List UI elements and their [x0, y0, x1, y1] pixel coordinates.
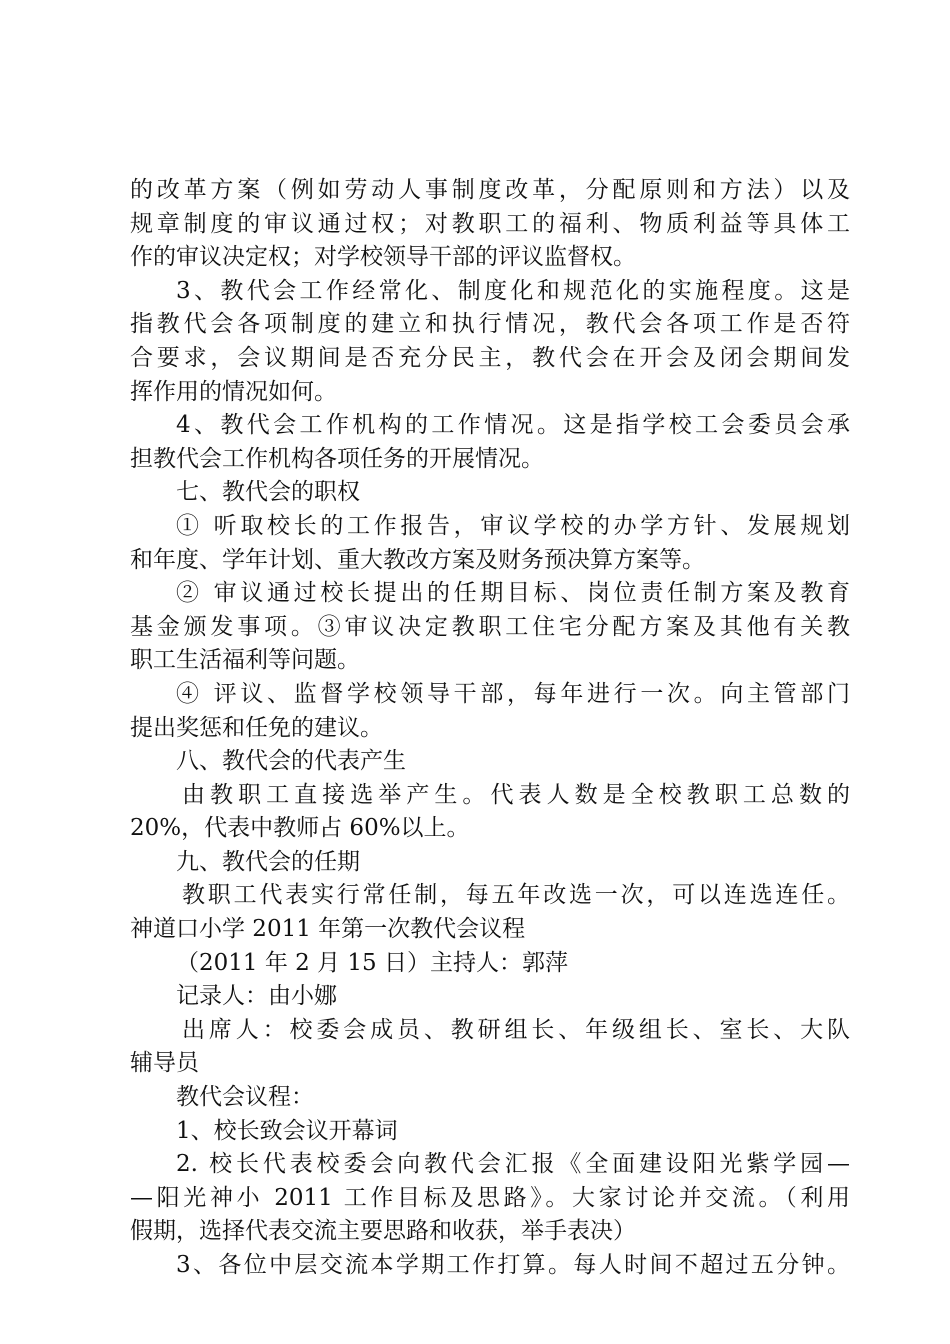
text-line: 指教代会各项制度的建立和执行情况，教代会各项工作是否符: [130, 311, 850, 338]
text-line: 担教代会工作机构各项任务的开展情况。: [130, 445, 544, 472]
text-line: 提出奖惩和任免的建议。: [130, 714, 383, 741]
text-line: ② 审议通过校长提出的任期目标、岗位责任制方案及教育: [176, 580, 850, 607]
text-line: 2. 校长代表校委会向教代会汇报《全面建设阳光紫学园—: [176, 1151, 850, 1178]
text-line: 八、教代会的代表产生: [176, 748, 406, 775]
text-line: 由教职工直接选举产生。代表人数是全校教职工总数的: [182, 781, 850, 808]
text-line: 假期，选择代表交流主要思路和收获，举手表决）: [130, 1218, 636, 1245]
text-line: （2011 年 2 月 15 日）主持人：郭萍: [176, 949, 568, 976]
text-line: ④ 评议、监督学校领导干部，每年进行一次。向主管部门: [176, 680, 850, 707]
text-line: 教代会议程：: [176, 1084, 314, 1111]
text-line: 出席人：校委会成员、教研组长、年级组长、室长、大队: [182, 1016, 850, 1043]
text-line: 教职工代表实行常任制，每五年改选一次，可以连选连任。: [182, 882, 850, 909]
text-line: —阳光神小 2011 工作目标及思路》。大家讨论并交流。（利用: [130, 1184, 850, 1211]
text-line: 和年度、学年计划、重大教改方案及财务预决算方案等。: [130, 546, 705, 573]
text-line: 基金颁发事项。③审议决定教职工住宅分配方案及其他有关教: [130, 613, 850, 640]
text-line: 七、教代会的职权: [176, 479, 360, 506]
text-line: 3、教代会工作经常化、制度化和规范化的实施程度。这是: [176, 277, 850, 304]
text-line: 4、教代会工作机构的工作情况。这是指学校工会委员会承: [176, 412, 850, 439]
text-line: 记录人：由小娜: [176, 983, 337, 1010]
text-line: 1、校长致会议开幕词: [176, 1117, 398, 1144]
text-line: 神道口小学 2011 年第一次教代会议程: [130, 916, 526, 943]
text-line: 九、教代会的任期: [176, 848, 360, 875]
text-line: 合要求，会议期间是否充分民主，教代会在开会及闭会期间发: [130, 344, 850, 371]
document-body: [130, 174, 850, 1283]
text-line: ① 听取校长的工作报告，审议学校的办学方针、发展规划: [176, 512, 850, 539]
text-line: 职工生活福利等问题。: [130, 647, 360, 674]
text-line: 作的审议决定权；对学校领导干部的评议监督权。: [130, 244, 636, 271]
text-line: 20%，代表中教师占 60%以上。: [130, 815, 470, 842]
text-line: 3、各位中层交流本学期工作打算。每人时间不超过五分钟。: [176, 1252, 850, 1278]
text-line: 的改革方案（例如劳动人事制度改革，分配原则和方法）以及: [130, 177, 850, 203]
text-line: 挥作用的情况如何。: [130, 378, 337, 405]
text-line: 辅导员: [130, 1050, 199, 1077]
text-line: 规章制度的审议通过权；对教职工的福利、物质利益等具体工: [130, 210, 850, 237]
